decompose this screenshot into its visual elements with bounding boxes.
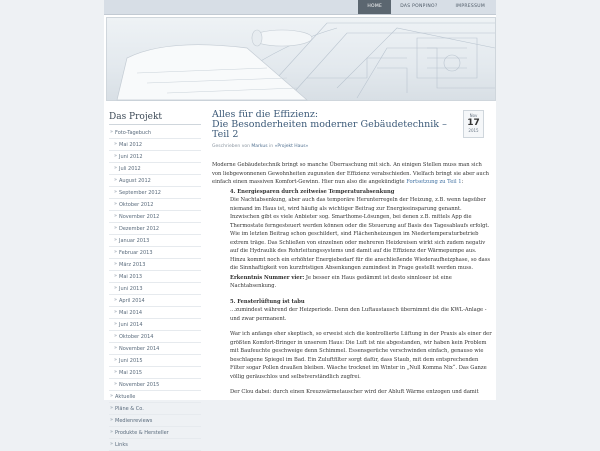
section4-text: Die Nachtabsenkung, aber auch das temporäre Herunterregeln der Heizung, z.B. wenn tagsüber niemand im Haus ist, wird häufig als wichtiger Beitrag zur Energieeinsparung genannt. Inzwischen gibt es viele Anbieter sog. Smarthome-Lösungen, bei denen z.B. mittels App die Thermostate ferngesteuert werden können oder die Steuerung auf Basis des Tagesablaufs erfolgt. Wie im letzten Beitrag schon geschildert, sind Flächenheizungen im Niedertemperaturbetrieb extrem träge. Das Schließen von einzelnen oder mehreren Heizkreisen wirkt sich zudem negativ auf die Hydraulik des Rohrleitungssystems und damit auf die Effizienz der Wärmepumpe aus. Hinzu kommt noch ein erhöhter Energiebedarf für die anschließende Wiederaufheizphase, so dass die Sinnhaftigkeit von kurzfristigen Absenkungen zumindest in Frage gestellt werden muss.: [230, 197, 491, 271]
top-bar: [104, 0, 496, 15]
post-title-line1[interactable]: Alles für die Effizienz:: [212, 109, 319, 120]
sidebar-item[interactable]: » Juni 2014: [109, 319, 201, 331]
sidebar-title: Das Projekt: [109, 112, 201, 125]
post-date: [463, 110, 484, 138]
post-title[interactable]: [212, 110, 457, 140]
post-title-line2[interactable]: Die Besonderheiten moderner Gebäudetechnik – Teil 2: [212, 119, 447, 140]
finding-paragraph: [230, 274, 492, 291]
category-link[interactable]: »Projekt Haus«: [274, 144, 309, 149]
top-navigation: [358, 0, 494, 14]
sidebar-item[interactable]: » November 2014: [109, 343, 201, 355]
post-meta: [212, 144, 492, 149]
category-list: [109, 127, 201, 451]
intro-paragraph: [212, 161, 492, 187]
sidebar-item[interactable]: » Juli 2012: [109, 163, 201, 175]
sidebar-item[interactable]: » Oktober 2014: [109, 331, 201, 343]
intro-text: Moderne Gebäudetechnik bringt so manche Überraschung mit sich. An einigen Stellen muss man sich von liebgewonnenen Gewohnheiten zugunsten der Effizienz verabschieden. Vielfach bringt sie aber auch einfach einen massiven Komfort-Gewinn. Hier nun also die angekündigte: [212, 162, 489, 185]
sidebar-item[interactable]: » September 2012: [109, 187, 201, 199]
author-link[interactable]: Markus: [251, 144, 268, 149]
sidebar-item[interactable]: » Pläne & Co.: [109, 403, 201, 415]
sidebar: [109, 112, 201, 451]
intro-end: :: [461, 179, 464, 185]
sidebar-item[interactable]: » Foto-Tagebuch: [109, 127, 201, 139]
finding-text: Je besser ein Haus gedämmt ist desto sinnloser ist eine Nachtabsenkung.: [230, 274, 452, 289]
sidebar-item[interactable]: » Mai 2015: [109, 367, 201, 379]
post: [212, 110, 492, 398]
sidebar-item[interactable]: » Mai 2014: [109, 307, 201, 319]
nav-about[interactable]: DAS PONPINO?: [400, 4, 438, 9]
date-month: Nov: [469, 113, 478, 118]
finding-label: Erkenntnis Nummer vier:: [230, 274, 305, 281]
date-year: 2015: [468, 128, 479, 133]
section5-subtitle: …zumindest während der Heizperiode. Denn den Luftaustausch übernimmt die die KWL-Anlage - und zwar permanent.: [230, 307, 487, 322]
section5-text: War ich anfangs eher skeptisch, so erweist sich die kontrollierte Lüftung in der Praxis als einer der größten Komfort-Bringer in unserem Haus: Die Luft ist nie abgestanden, wir haben kein Problem mit Baufeuchte geschweige denn Schimmel. Essensgerüche verschwinden einfach, genauso wie beschlagene Spiegel im Bad. Ein Zuluftfilter sorgt dafür, dass Staub, mit dem entsprechenden Filter sogar Pollen draußen bleiben. Wäsche trocknet im Winter in „Null Komma Nix“. Das Ganze völlig geräuschlos und selbstverständlich zugfrei.: [230, 331, 492, 380]
date-day: 17: [467, 118, 480, 128]
section6-text: Der Clou dabei: durch einen Kreuzwärmetauscher wird der Abluft Wärme entzogen und damit: [230, 389, 479, 395]
sidebar-item[interactable]: » Aktuelle: [109, 391, 201, 403]
meta-prefix: Geschrieben von: [212, 144, 250, 149]
sidebar-item[interactable]: » Juni 2015: [109, 355, 201, 367]
sidebar-item[interactable]: » Februar 2013: [109, 247, 201, 259]
nav-imprint[interactable]: IMPRESSUM: [455, 4, 485, 9]
part1-link[interactable]: Fortsetzung zu Teil 1: [406, 179, 462, 185]
sidebar-item[interactable]: » Mai 2012: [109, 139, 201, 151]
sidebar-item[interactable]: » April 2014: [109, 295, 201, 307]
sidebar-item[interactable]: » Januar 2013: [109, 235, 201, 247]
meta-mid: in: [269, 144, 274, 149]
sidebar-item[interactable]: » Mai 2013: [109, 271, 201, 283]
post-body: [212, 161, 492, 397]
sidebar-item[interactable]: » August 2012: [109, 175, 201, 187]
sidebar-item[interactable]: » Juni 2012: [109, 151, 201, 163]
page: [104, 0, 496, 448]
section4-heading: 4. Energiesparen durch zeitweise Temperaturabsenkung: [230, 188, 395, 195]
header-banner-image: [106, 17, 496, 101]
section5-heading: 5. Fensterlüftung ist tabu: [230, 298, 305, 305]
blueprint-illustration: [107, 18, 495, 100]
sidebar-item[interactable]: » Produkte & Hersteller: [109, 427, 201, 439]
sidebar-item[interactable]: » Links: [109, 439, 201, 451]
sidebar-item[interactable]: » Medienreviews: [109, 415, 201, 427]
sidebar-item[interactable]: » Dezember 2012: [109, 223, 201, 235]
sidebar-item[interactable]: » November 2012: [109, 211, 201, 223]
nav-home[interactable]: HOME: [358, 0, 391, 14]
sidebar-item[interactable]: » März 2013: [109, 259, 201, 271]
sidebar-item[interactable]: » Juni 2013: [109, 283, 201, 295]
sidebar-item[interactable]: » Oktober 2012: [109, 199, 201, 211]
sidebar-item[interactable]: » November 2015: [109, 379, 201, 391]
